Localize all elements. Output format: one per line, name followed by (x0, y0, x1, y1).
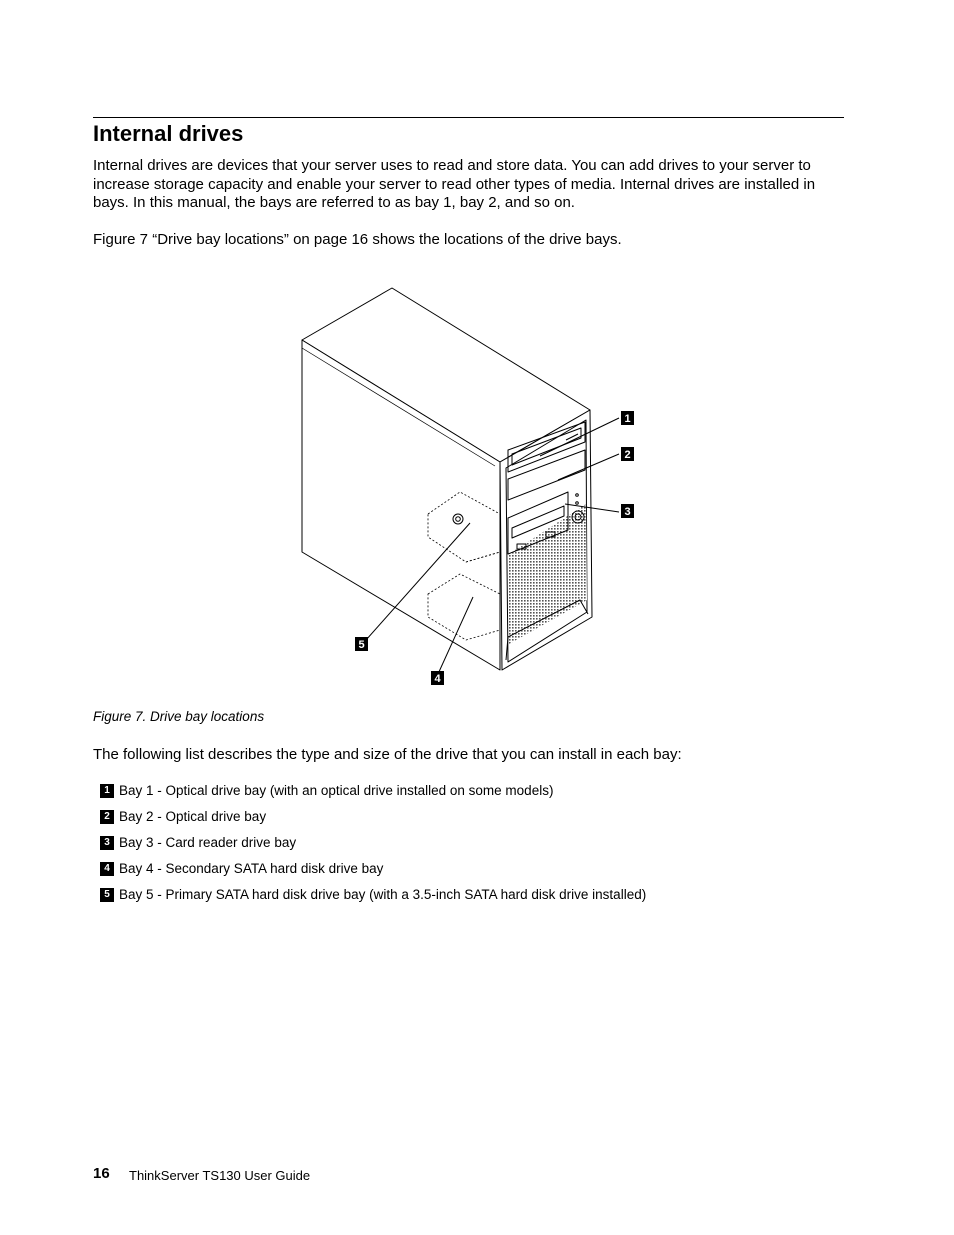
callout-2 (621, 447, 634, 461)
list-item (100, 782, 646, 808)
bay-description: Bay 3 - Card reader drive bay (119, 835, 297, 850)
callout-3 (621, 504, 634, 518)
svg-text:4: 4 (434, 673, 441, 685)
list-item (100, 860, 646, 886)
bay-badge: 4 (100, 862, 114, 876)
bay-badge: 1 (100, 784, 114, 798)
bay-badge: 5 (100, 888, 114, 902)
callout-1 (621, 411, 634, 425)
svg-text:1: 1 (624, 413, 631, 425)
figure-reference-paragraph: Figure 7 “Drive bay locations” on page 16 shows the locations of the drive bays. (93, 231, 622, 248)
bay-description: Bay 4 - Secondary SATA hard disk drive bay (119, 861, 384, 876)
callout-4 (431, 671, 444, 685)
drive-bay-diagram (290, 282, 650, 692)
bay-description: Bay 1 - Optical drive bay (with an optical drive installed on some models) (119, 783, 554, 798)
callout-5 (355, 637, 368, 651)
section-rule (93, 117, 844, 118)
list-item (100, 886, 646, 912)
intro-paragraph: Internal drives are devices that your server uses to read and store data. You can add drives to your server to increase storage capacity and enable your server to read other types of media. Internal drives are installed in bays. In this manual, the bays are referred to as bay 1, bay 2, and so on. (93, 157, 816, 211)
svg-text:5: 5 (358, 639, 365, 651)
list-intro-paragraph: The following list describes the type and size of the drive that you can install in each bay: (93, 746, 682, 763)
page-title: Internal drives (93, 121, 244, 146)
bay-list (100, 782, 646, 912)
svg-text:3: 3 (624, 506, 631, 518)
figure-caption: Figure 7. Drive bay locations (93, 709, 265, 724)
bay-badge: 2 (100, 810, 114, 824)
list-item (100, 834, 646, 860)
bay-description: Bay 2 - Optical drive bay (119, 809, 267, 824)
svg-text:2: 2 (624, 449, 631, 461)
page-number: 16 (93, 1165, 110, 1182)
list-item (100, 808, 646, 834)
document-title: ThinkServer TS130 User Guide (129, 1168, 311, 1183)
bay-badge: 3 (100, 836, 114, 850)
bay-description: Bay 5 - Primary SATA hard disk drive bay (with a 3.5-inch SATA hard disk drive installed) (119, 887, 647, 902)
